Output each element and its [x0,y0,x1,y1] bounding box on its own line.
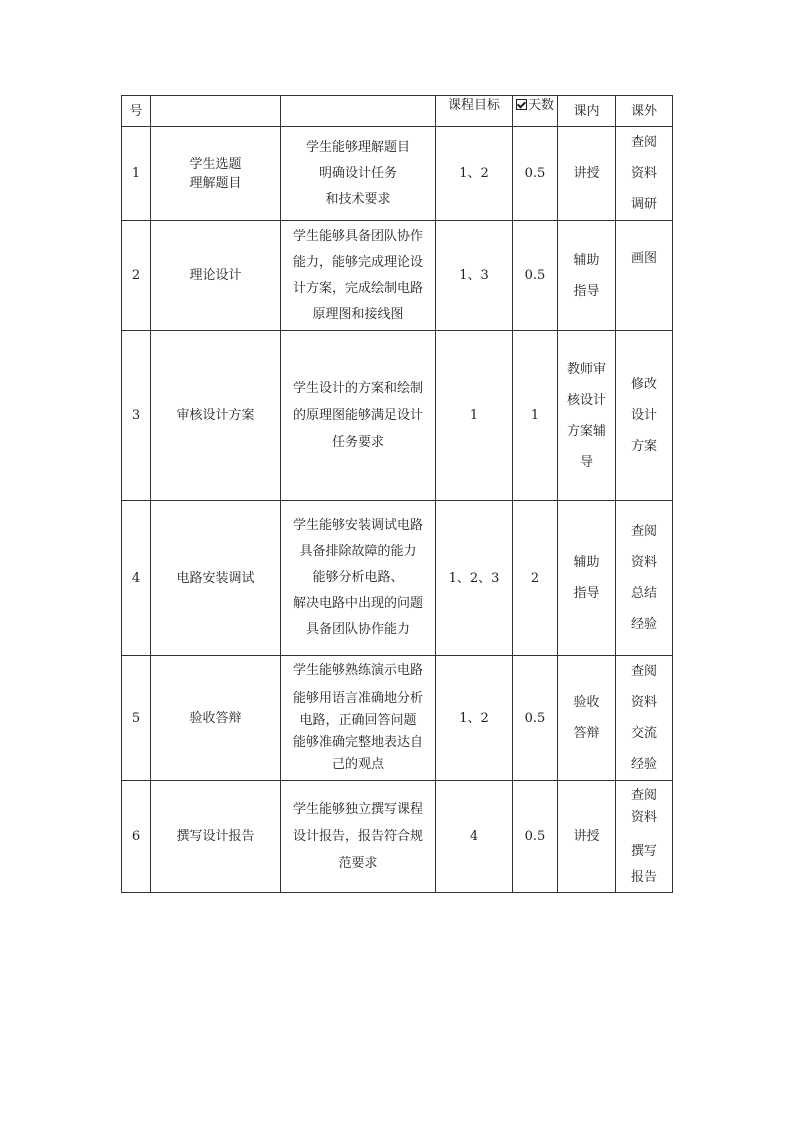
header-no: 号 [122,96,151,127]
table-row [122,127,673,221]
requirement-cell: 学生设计的方案和绘制 的原理图能够满足设计 任务要求 [281,331,436,501]
goal-cell: 4 [436,781,513,893]
header-days-label: 天数 [527,98,554,113]
after-class-cell: 查阅 资料 撰写 报告 [616,781,673,893]
stage-cell: 理论设计 [151,221,281,331]
days-cell: 2 [513,501,558,656]
header-requirement [281,96,436,127]
goal-cell: 1、2 [436,127,513,221]
header-in-class: 课内 [558,96,616,127]
requirement-cell: 学生能够理解题目 明确设计任务 和技术要求 [281,127,436,221]
after-class-cell: 画图 [616,221,673,331]
stage-cell: 验收答辩 [151,656,281,781]
stage-cell: 审核设计方案 [151,331,281,501]
table-row [122,331,673,501]
requirement-cell: 学生能够熟练演示电路 能够用语言准确地分析 电路，正确回答问题 能够准确完整地表达自 己的观点 [281,656,436,781]
requirement-cell: 学生能够具备团队协作 能力，能够完成理论设 计方案，完成绘制电路 原理图和接线图 [281,221,436,331]
table-row [122,656,673,781]
stage-cell: 撰写设计报告 [151,781,281,893]
after-class-cell: 查阅 资料 调研 [616,127,673,221]
row-number: 1 [122,127,151,221]
in-class-cell: 讲授 [558,127,616,221]
goal-cell: 1、2 [436,656,513,781]
row-number: 5 [122,656,151,781]
days-cell: 0.5 [513,221,558,331]
row-number: 6 [122,781,151,893]
days-cell: 0.5 [513,127,558,221]
in-class-cell: 讲授 [558,781,616,893]
table-row [122,501,673,656]
header-goal: 课程目标 [436,96,513,127]
in-class-cell: 教师审 核设计 方案辅 导 [558,331,616,501]
requirement-cell: 学生能够安装调试电路 具备排除故障的能力 能够分析电路、 解决电路中出现的问题 具备团队协作能力 [281,501,436,656]
after-class-cell: 查阅 资料 总结 经验 [616,501,673,656]
row-number: 3 [122,331,151,501]
row-number: 4 [122,501,151,656]
header-after-class: 课外 [616,96,673,127]
goal-cell: 1、3 [436,221,513,331]
days-cell: 0.5 [513,656,558,781]
after-class-cell: 查阅 资料 交流 经验 [616,656,673,781]
stage-cell: 学生选题 理解题目 [151,127,281,221]
after-class-cell: 修改 设计 方案 [616,331,673,501]
header-stage [151,96,281,127]
goal-cell: 1 [436,331,513,501]
days-cell: 1 [513,331,558,501]
goal-cell: 1、2、3 [436,501,513,656]
checkbox-icon [516,99,527,110]
row-number: 2 [122,221,151,331]
in-class-cell: 辅助 指导 [558,221,616,331]
header-row [122,96,673,127]
header-days [513,96,558,127]
table-row [122,781,673,893]
in-class-cell: 辅助 指导 [558,501,616,656]
in-class-cell: 验收 答辩 [558,656,616,781]
course-design-schedule-table [121,95,673,893]
days-cell: 0.5 [513,781,558,893]
table-row [122,221,673,331]
requirement-cell: 学生能够独立撰写课程 设计报告，报告符合规 范要求 [281,781,436,893]
stage-cell: 电路安装调试 [151,501,281,656]
